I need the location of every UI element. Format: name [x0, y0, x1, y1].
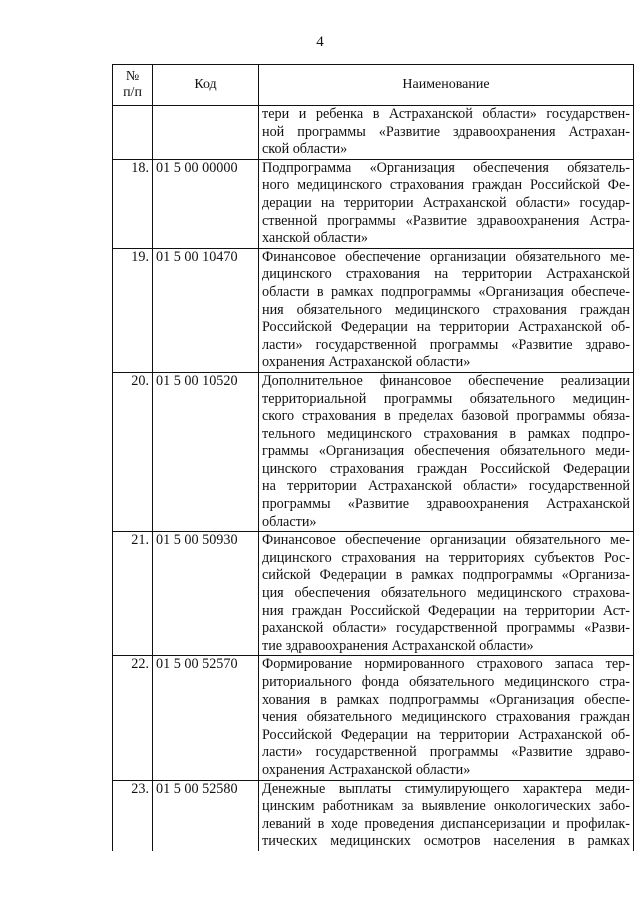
row-number [113, 106, 153, 160]
row-name-line: охранения Астраханской области» [262, 354, 471, 371]
row-name [259, 372, 634, 531]
row-name-line: риториального фонда обязательного медицинского стра- [262, 674, 630, 690]
page-number: 4 [316, 34, 324, 50]
row-name-line: территориальной программы обязательного медицин- [262, 390, 630, 407]
row-name-line: леваний в ходе проведения диспансеризации и профилак- [262, 815, 630, 832]
row-name-line: области в рамках подпрограммы «Организация обеспече- [262, 283, 630, 300]
row-name [259, 248, 634, 372]
row-name-line: дицинского страхования на территории Астраханской [262, 266, 630, 283]
row-name-line: Финансовое обеспечение организации обязательного ме- [262, 248, 630, 265]
row-name-line: граммы «Организация обеспечения обязательного меди- [262, 443, 630, 460]
row-name-line: области» [262, 513, 317, 530]
row-name-line: Российской Федерации на территории Астраханской об- [262, 319, 630, 336]
row-name-line: Подпрограмма «Организация обеспечения обязатель- [262, 159, 630, 176]
row-code: 01 5 00 52580 [153, 780, 259, 851]
table-row [113, 106, 634, 160]
row-name-line: ласти» государственной программы «Развитие здраво- [262, 336, 630, 353]
row-name [259, 106, 634, 160]
row-code: 01 5 00 50930 [153, 532, 259, 656]
table-row [113, 248, 634, 372]
row-number: 21. [113, 532, 153, 656]
row-name-line: тие здравоохранения Астраханской области» [262, 637, 534, 654]
budget-code-table [112, 64, 634, 851]
row-name-line: ского страхования в пределах базовой программы обяза- [262, 408, 630, 425]
row-name-line: Денежные выплаты стимулирующего характера меди- [262, 780, 630, 797]
row-name-line: дицинского страхования на территориях субъектов Рос- [262, 549, 630, 566]
row-name-line: ция обеспечения обязательного медицинского страхова- [262, 585, 630, 602]
table-body [113, 106, 634, 851]
header-code: Код [153, 65, 259, 106]
row-name-line: тических медицинских осмотров населения в рамках [262, 833, 630, 850]
row-name-line: дерации на территории Астраханской области» государ- [262, 194, 630, 211]
row-name-line: ласти» государственной программы «Развитие здраво- [262, 744, 630, 761]
row-name-line: тери и ребенка в Астраханской области» государствен- [262, 106, 630, 122]
row-number: 23. [113, 780, 153, 851]
row-name-line: тельного медицинского страхования в рамках подпро- [262, 425, 630, 442]
header-name: Наименование [259, 65, 634, 106]
row-name-line: цинского страхования граждан Российской Федерации [262, 460, 630, 477]
row-name-line: ния граждан Российской Федерации на территории Аст- [262, 602, 630, 619]
row-name [259, 656, 634, 780]
header-number-abbrev: п/п [123, 85, 142, 100]
row-name-line: охранения Астраханской области» [262, 761, 471, 778]
row-name-line: ного медицинского страхования граждан Российской Фе- [262, 177, 630, 194]
row-name-line: Формирование нормированного страхового запаса тер- [262, 656, 630, 673]
row-number: 22. [113, 656, 153, 780]
row-name-line: на территории Астраханской области» государственной [262, 478, 630, 495]
row-number: 20. [113, 372, 153, 531]
row-name-line: Финансовое обеспечение организации обязательного ме- [262, 532, 630, 549]
table-row [113, 532, 634, 656]
row-name-line: ной программы «Развитие здравоохранения Астрахан- [262, 123, 630, 140]
row-code: 01 5 00 10520 [153, 372, 259, 531]
table-row [113, 159, 634, 248]
row-code: 01 5 00 52570 [153, 656, 259, 780]
row-name-line: ния обязательного медицинского страхования граждан [262, 301, 630, 318]
row-name-line: раханской области» государственной программы «Разви- [262, 620, 630, 637]
row-name-line: цинским работникам за выявление онкологических забо- [262, 798, 630, 815]
row-name-line: ханской области» [262, 230, 369, 247]
row-number: 18. [113, 159, 153, 248]
table-header-row [113, 65, 634, 106]
table-row [113, 780, 634, 851]
header-number [113, 65, 153, 106]
row-name-line: Дополнительное финансовое обеспечение реализации [262, 372, 630, 389]
row-name-line: ской области» [262, 141, 348, 158]
row-name-line: программы «Развитие здравоохранения Астраханской [262, 496, 630, 513]
row-number: 19. [113, 248, 153, 372]
table-row [113, 656, 634, 780]
row-name [259, 532, 634, 656]
row-code [153, 106, 259, 160]
row-code: 01 5 00 10470 [153, 248, 259, 372]
row-name-line: ственной программы «Развитие здравоохранения Астра- [262, 212, 630, 229]
header-number-symbol: № [125, 69, 140, 84]
row-name-line: чения обязательного медицинского страхования граждан [262, 709, 630, 726]
row-name-line: Российской Федерации на территории Астраханской об- [262, 726, 630, 743]
row-code: 01 5 00 00000 [153, 159, 259, 248]
row-name-line: хования в рамках подпрограммы «Организация обеспе- [262, 691, 630, 708]
table-row [113, 372, 634, 531]
row-name-line: сийской Федерации в рамках подпрограммы «Организа- [262, 567, 630, 584]
row-name [259, 159, 634, 248]
row-name [259, 780, 634, 851]
